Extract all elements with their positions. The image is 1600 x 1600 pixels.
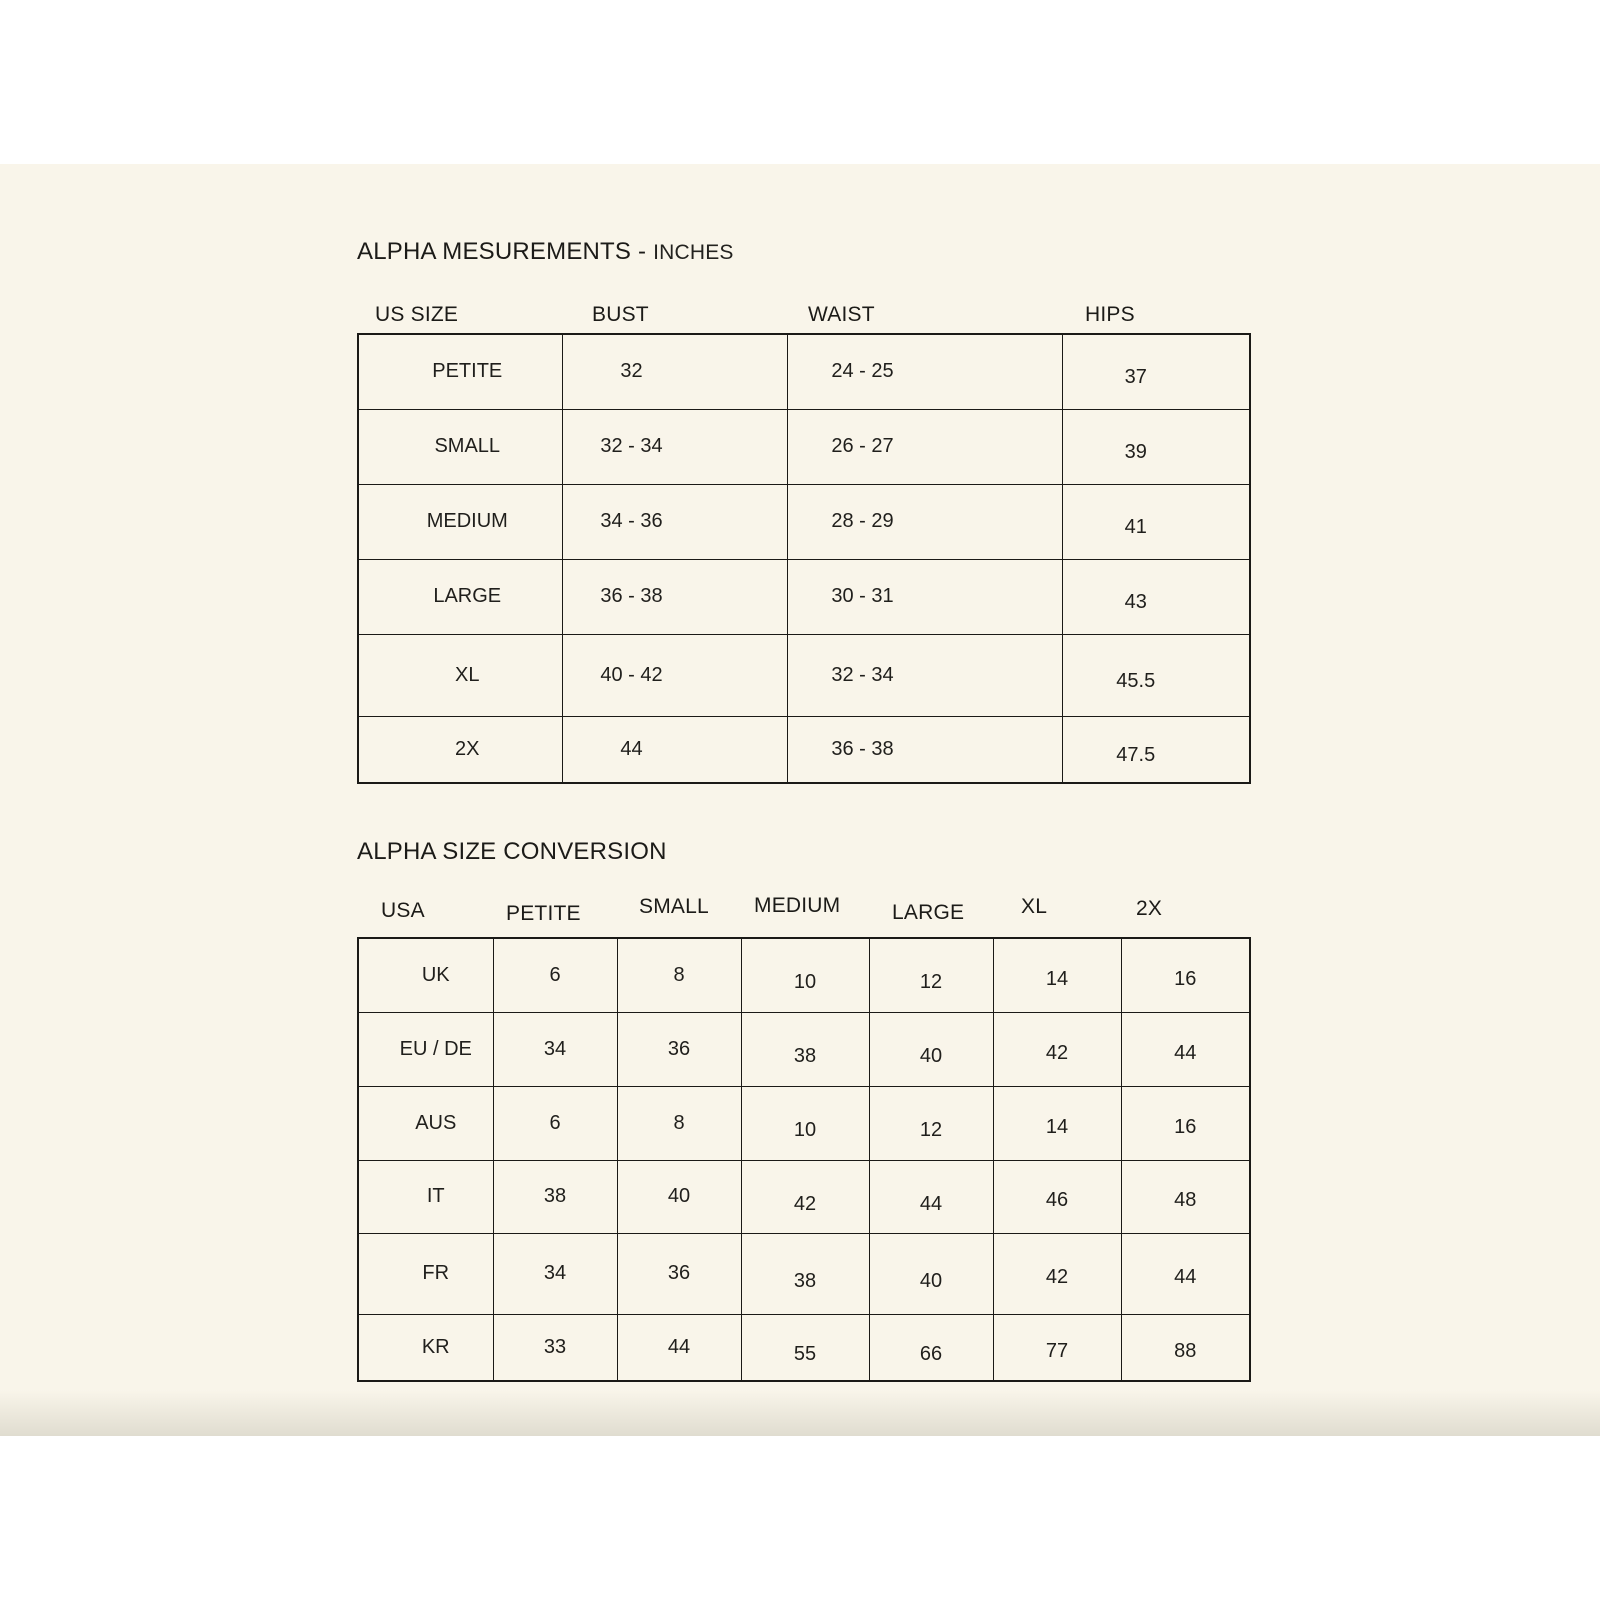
value-cell: 34 xyxy=(493,1012,617,1086)
region-cell: AUS xyxy=(358,1086,493,1160)
conversion-header-row xyxy=(357,894,1249,926)
measurements-title-unit: INCHES xyxy=(653,241,734,264)
column-header-hips: HIPS xyxy=(1085,303,1135,326)
value-cell: 36 xyxy=(617,1233,741,1314)
waist-cell: 30 - 31 xyxy=(787,559,1062,634)
table-row xyxy=(358,716,1250,783)
value-cell: 38 xyxy=(493,1160,617,1233)
value-cell: 14 xyxy=(993,1086,1121,1160)
value-cell: 46 xyxy=(993,1160,1121,1233)
table-row xyxy=(358,484,1250,559)
value-cell: 38 xyxy=(741,1012,869,1086)
hips-cell: 43 xyxy=(1062,559,1250,634)
hips-cell: 45.5 xyxy=(1062,634,1250,716)
value-cell: 48 xyxy=(1121,1160,1250,1233)
table-row xyxy=(358,1012,1250,1086)
value-cell: 36 xyxy=(617,1012,741,1086)
size-cell: LARGE xyxy=(358,559,562,634)
value-cell: 55 xyxy=(741,1314,869,1381)
hips-cell: 41 xyxy=(1062,484,1250,559)
value-cell: 44 xyxy=(1121,1012,1250,1086)
measurements-title xyxy=(357,238,734,267)
table-row xyxy=(358,1314,1250,1381)
waist-cell: 36 - 38 xyxy=(787,716,1062,783)
size-cell: SMALL xyxy=(358,409,562,484)
value-cell: 42 xyxy=(993,1233,1121,1314)
column-header-bust: BUST xyxy=(592,303,649,326)
value-cell: 42 xyxy=(993,1012,1121,1086)
region-cell: FR xyxy=(358,1233,493,1314)
column-header-small: SMALL xyxy=(639,895,709,918)
column-header-waist: WAIST xyxy=(808,303,875,326)
bust-cell: 34 - 36 xyxy=(562,484,787,559)
column-header-petite: PETITE xyxy=(506,902,581,925)
hips-cell: 37 xyxy=(1062,334,1250,409)
column-header-us-size: US SIZE xyxy=(375,303,459,326)
value-cell: 44 xyxy=(869,1160,993,1233)
size-cell: PETITE xyxy=(358,334,562,409)
region-cell: KR xyxy=(358,1314,493,1381)
bust-cell: 40 - 42 xyxy=(562,634,787,716)
waist-cell: 28 - 29 xyxy=(787,484,1062,559)
size-cell: 2X xyxy=(358,716,562,783)
size-cell: MEDIUM xyxy=(358,484,562,559)
value-cell: 6 xyxy=(493,1086,617,1160)
bust-cell: 36 - 38 xyxy=(562,559,787,634)
region-cell: EU / DE xyxy=(358,1012,493,1086)
table-row xyxy=(358,334,1250,409)
size-guide-sheet xyxy=(0,164,1600,1436)
region-cell: IT xyxy=(358,1160,493,1233)
measurements-header-row xyxy=(357,304,1249,330)
value-cell: 6 xyxy=(493,938,617,1012)
waist-cell: 24 - 25 xyxy=(787,334,1062,409)
table-row xyxy=(358,1086,1250,1160)
bust-cell: 32 - 34 xyxy=(562,409,787,484)
table-row xyxy=(358,938,1250,1012)
value-cell: 16 xyxy=(1121,1086,1250,1160)
value-cell: 8 xyxy=(617,938,741,1012)
table-row xyxy=(358,1160,1250,1233)
conversion-table xyxy=(357,937,1251,1382)
value-cell: 42 xyxy=(741,1160,869,1233)
value-cell: 34 xyxy=(493,1233,617,1314)
value-cell: 14 xyxy=(993,938,1121,1012)
bust-cell: 44 xyxy=(562,716,787,783)
measurements-table xyxy=(357,333,1251,784)
value-cell: 40 xyxy=(869,1012,993,1086)
value-cell: 44 xyxy=(617,1314,741,1381)
column-header-xl: XL xyxy=(1021,895,1048,918)
conversion-title-text: ALPHA SIZE CONVERSION xyxy=(357,838,667,865)
value-cell: 38 xyxy=(741,1233,869,1314)
value-cell: 77 xyxy=(993,1314,1121,1381)
hips-cell: 39 xyxy=(1062,409,1250,484)
column-header-large: LARGE xyxy=(892,901,965,924)
bust-cell: 32 xyxy=(562,334,787,409)
table-row xyxy=(358,559,1250,634)
value-cell: 33 xyxy=(493,1314,617,1381)
value-cell: 10 xyxy=(741,1086,869,1160)
value-cell: 12 xyxy=(869,1086,993,1160)
column-header-usa: USA xyxy=(381,899,425,922)
column-header-2x: 2X xyxy=(1136,897,1163,920)
size-cell: XL xyxy=(358,634,562,716)
column-header-medium: MEDIUM xyxy=(754,894,841,917)
value-cell: 88 xyxy=(1121,1314,1250,1381)
waist-cell: 32 - 34 xyxy=(787,634,1062,716)
value-cell: 40 xyxy=(869,1233,993,1314)
table-row xyxy=(358,634,1250,716)
measurements-title-main: ALPHA MESUREMENTS - xyxy=(357,238,647,265)
conversion-title xyxy=(357,838,667,866)
value-cell: 16 xyxy=(1121,938,1250,1012)
waist-cell: 26 - 27 xyxy=(787,409,1062,484)
value-cell: 12 xyxy=(869,938,993,1012)
value-cell: 8 xyxy=(617,1086,741,1160)
value-cell: 44 xyxy=(1121,1233,1250,1314)
table-row xyxy=(358,1233,1250,1314)
value-cell: 40 xyxy=(617,1160,741,1233)
value-cell: 10 xyxy=(741,938,869,1012)
hips-cell: 47.5 xyxy=(1062,716,1250,783)
value-cell: 66 xyxy=(869,1314,993,1381)
region-cell: UK xyxy=(358,938,493,1012)
table-row xyxy=(358,409,1250,484)
